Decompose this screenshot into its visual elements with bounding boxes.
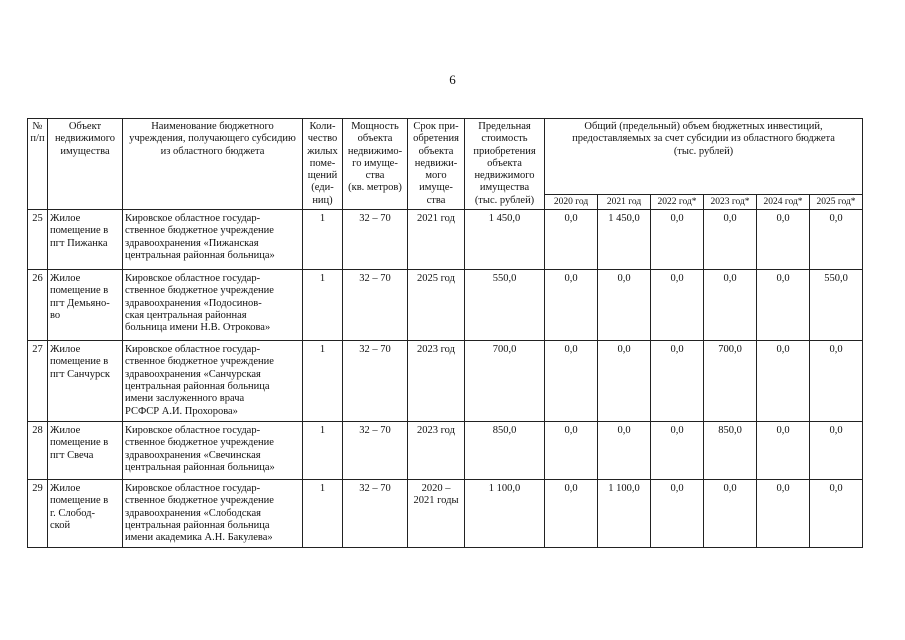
investment-table [27, 118, 863, 548]
row-year-value: 0,0 [704, 270, 757, 341]
row-institution: Кировское областное государ- ственное бюджетное учреждение здравоохранения «Пижанская центральная районная больница» [123, 210, 303, 270]
table-row [28, 210, 863, 270]
page-number: 6 [449, 72, 456, 87]
row-year-value: 0,0 [651, 270, 704, 341]
row-year-value: 0,0 [810, 210, 863, 270]
row-object: Жилое помещение в пгт Демьяно- во [48, 270, 123, 341]
row-num: 28 [28, 422, 48, 480]
row-capacity: 32 – 70 [343, 341, 408, 422]
row-quantity: 1 [303, 341, 343, 422]
row-year-value: 0,0 [757, 270, 810, 341]
row-cost: 550,0 [465, 270, 545, 341]
row-year-value: 0,0 [598, 422, 651, 480]
header-year: 2022 год* [651, 195, 704, 210]
row-term: 2023 год [408, 341, 465, 422]
row-capacity: 32 – 70 [343, 270, 408, 341]
table-row [28, 270, 863, 341]
row-year-value: 1 450,0 [598, 210, 651, 270]
row-institution: Кировское областное государ- ственное бюджетное учреждение здравоохранения «Слободская центральная районная больница имени академика А.Н. Бакулева» [123, 480, 303, 548]
header-investments: Общий (предельный) объем бюджетных инвестиций, предоставляемых за счет субсидии из областного бюджета (тыс. рублей) [545, 119, 863, 195]
row-year-value: 0,0 [704, 210, 757, 270]
row-year-value: 0,0 [651, 422, 704, 480]
row-year-value: 0,0 [757, 422, 810, 480]
row-num: 27 [28, 341, 48, 422]
header-num: № п/п [28, 119, 48, 210]
row-year-value: 0,0 [810, 422, 863, 480]
header-year: 2020 год [545, 195, 598, 210]
row-year-value: 0,0 [810, 341, 863, 422]
row-year-value: 1 100,0 [598, 480, 651, 548]
row-cost: 1 450,0 [465, 210, 545, 270]
row-quantity: 1 [303, 480, 343, 548]
row-object: Жилое помещение в пгт Свеча [48, 422, 123, 480]
row-object: Жилое помещение в г. Слобод- ской [48, 480, 123, 548]
row-year-value: 0,0 [651, 480, 704, 548]
table-row [28, 480, 863, 548]
row-institution: Кировское областное государ- ственное бюджетное учреждение здравоохранения «Подосинов- ская центральная районная больница имени Н.В. Отрокова» [123, 270, 303, 341]
header-capacity: Мощность объекта недвижимо- го имуще- ства (кв. метров) [343, 119, 408, 210]
row-year-value: 0,0 [545, 480, 598, 548]
row-num: 29 [28, 480, 48, 548]
header-year: 2025 год* [810, 195, 863, 210]
row-year-value: 0,0 [598, 270, 651, 341]
row-year-value: 0,0 [545, 270, 598, 341]
row-capacity: 32 – 70 [343, 422, 408, 480]
row-quantity: 1 [303, 270, 343, 341]
header-institution: Наименование бюджетного учреждения, получающего субсидию из областного бюджета [123, 119, 303, 210]
row-quantity: 1 [303, 210, 343, 270]
table-row [28, 341, 863, 422]
row-term: 2020 – 2021 годы [408, 480, 465, 548]
row-year-value: 0,0 [704, 480, 757, 548]
row-num: 25 [28, 210, 48, 270]
header-cost: Предельная стоимость приобретения объекта недвижимого имущества (тыс. рублей) [465, 119, 545, 210]
row-quantity: 1 [303, 422, 343, 480]
row-num: 26 [28, 270, 48, 341]
header-year: 2024 год* [757, 195, 810, 210]
row-object: Жилое помещение в пгт Пижанка [48, 210, 123, 270]
header-year: 2023 год* [704, 195, 757, 210]
header-quantity: Коли- чество жилых поме- щений (еди- ниц) [303, 119, 343, 210]
row-year-value: 0,0 [757, 480, 810, 548]
row-year-value: 0,0 [810, 480, 863, 548]
row-year-value: 0,0 [545, 341, 598, 422]
row-term: 2021 год [408, 210, 465, 270]
row-institution: Кировское областное государ- ственное бюджетное учреждение здравоохранения «Санчурская центральная районная больница имени заслуженного врача РСФСР А.И. Прохорова» [123, 341, 303, 422]
table-row [28, 422, 863, 480]
header-year: 2021 год [598, 195, 651, 210]
row-year-value: 850,0 [704, 422, 757, 480]
row-year-value: 0,0 [598, 341, 651, 422]
row-year-value: 0,0 [651, 210, 704, 270]
row-year-value: 700,0 [704, 341, 757, 422]
row-year-value: 0,0 [651, 341, 704, 422]
header-term: Срок при- обретения объекта недвижи- мого имуще- ства [408, 119, 465, 210]
row-term: 2025 год [408, 270, 465, 341]
row-cost: 1 100,0 [465, 480, 545, 548]
row-object: Жилое помещение в пгт Санчурск [48, 341, 123, 422]
row-cost: 700,0 [465, 341, 545, 422]
row-cost: 850,0 [465, 422, 545, 480]
row-capacity: 32 – 70 [343, 210, 408, 270]
row-year-value: 0,0 [757, 210, 810, 270]
row-year-value: 0,0 [757, 341, 810, 422]
header-object: Объект недвижимого имущества [48, 119, 123, 210]
row-term: 2023 год [408, 422, 465, 480]
row-year-value: 0,0 [545, 422, 598, 480]
row-institution: Кировское областное государ- ственное бюджетное учреждение здравоохранения «Свечинская центральная районная больница» [123, 422, 303, 480]
row-year-value: 0,0 [545, 210, 598, 270]
row-year-value: 550,0 [810, 270, 863, 341]
row-capacity: 32 – 70 [343, 480, 408, 548]
